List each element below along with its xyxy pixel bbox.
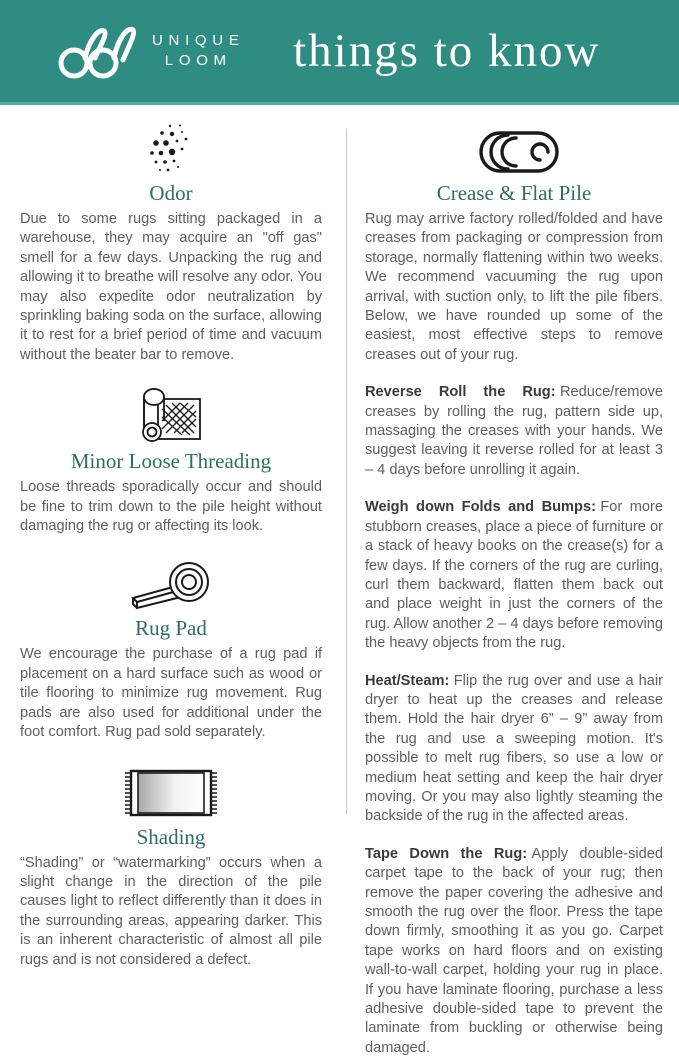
section-minor-loose-threading (20, 365, 322, 536)
tip-tape-down (365, 845, 663, 1058)
rug-pad-roll-icon (125, 558, 217, 610)
section-body-rugpad: We encourage the purchase of a rug pad if placement on a hard surface such as wood or tile flooring to minimize rug movement. Rug pads are also used for additional under the foot comfort. Rug pad sold separately. (20, 646, 322, 741)
brand-name-line1: UNIQUE (152, 31, 245, 49)
tip-body-weigh-down: For more stubborn creases, place a piece of furniture or a stack of heavy books on the crease(s) for a few days. If the corners of the rug are curling, curl them backward, flatten them back out and place weight in just the corners of the rug. Allow another 2 – 4 days before removing the heavy objects from the rug. (365, 499, 663, 652)
section-body-shading: “Shading” or “watermarking” occurs when a slight change in the direction of the pile causes light to reflect differently than it does in the surrounding areas, appearing darker. This is an inherent characteristic of almost all pile rugs and is not considered a defect. (20, 854, 322, 968)
brand-name-line2: LOOM (164, 52, 232, 69)
section-heading-odor: Odor (149, 181, 193, 205)
odor-dots-icon (140, 123, 202, 175)
section-crease-flat-pile (365, 105, 663, 365)
left-column (20, 105, 328, 968)
section-body-threading: Loose threads sporadically occur and should be fine to trim down to the pile height without damaging the rug or affecting its look. (20, 479, 322, 535)
tip-heat-steam (365, 672, 663, 827)
rolled-rug-crosshatch-icon (132, 387, 210, 443)
tip-body-tape-down: Apply double-sided carpet tape to the back of your rug; then remove the paper covering the adhesive and smooth the rug over the floor. Press the tape down firmly, smoothing it as you go. Carpet tape works on hard floors and on existing wall-to-wall carpet, holding your rug in place. If you have laminate flooring, purchase a less adhesive double-sided tape to prevent the laminate from buckling or otherwise being damaged. (365, 845, 663, 1056)
tip-label-tape-down: Tape Down the Rug: (365, 845, 528, 862)
tip-label-heat-steam: Heat/Steam: (365, 672, 450, 689)
right-column (347, 105, 679, 1056)
section-heading-crease: Crease & Flat Pile (436, 181, 592, 205)
tip-label-reverse-roll: Reverse Roll the Rug: (365, 384, 556, 401)
section-heading-shading: Shading (136, 824, 206, 849)
page-title: things to know (293, 25, 601, 77)
brand-logo (52, 20, 245, 82)
section-body-crease-intro: Rug may arrive factory rolled/folded and have creases from packaging or compression from storage, normally flattening within two weeks. We recommend vacuuming the rug upon arrival, with suction only, to lift the pile fibers. Below, we have rounded up some of the easiest, most effective steps to remove creases out of your rug. (365, 211, 663, 363)
tip-body-reverse-roll: Reduce/remove creases by rolling the rug, pattern side up, massaging the creases with your hands. We suggest leaving it reverse rolled for at least 3 – 4 days before unrolling it again. (365, 384, 663, 478)
section-shading (20, 743, 322, 970)
section-odor (20, 105, 322, 365)
brand-name (152, 31, 245, 72)
section-heading-rugpad: Rug Pad (135, 616, 207, 641)
unique-loom-logo-icon (52, 20, 140, 82)
tip-body-heat-steam: Flip the rug over and use a hair dryer to heat up the creases and release them. Hold the hair dryer 6” – 9” away from the rug and use a sweeping motion. It's possible to melt rug fibers, so use a low or medium heat setting and keep the hair dryer moving. Or you may also lightly steaming the backside of the rug in the affected areas. (365, 672, 663, 825)
header-banner (0, 0, 679, 105)
rolled-rug-spiral-icon (460, 129, 568, 175)
section-heading-threading: Minor Loose Threading (70, 449, 272, 474)
section-body-odor: Due to some rugs sitting packaged in a warehouse, they may acquire an "off gas" smell for a few days. Unpacking the rug and allowing it to breathe will resolve any odor. You may also expedite odor neutralization by sprinkling baking soda on the surface, allowing it to rest for a brief period of time and vacuum without the beater bar to remove. (20, 211, 322, 363)
shaded-rug-icon (123, 767, 219, 819)
tip-label-weigh-down: Weigh down Folds and Bumps: (365, 499, 596, 516)
tip-weigh-down (365, 498, 663, 653)
tip-reverse-roll (365, 383, 663, 480)
content-area (0, 105, 679, 1056)
section-rug-pad (20, 536, 322, 742)
